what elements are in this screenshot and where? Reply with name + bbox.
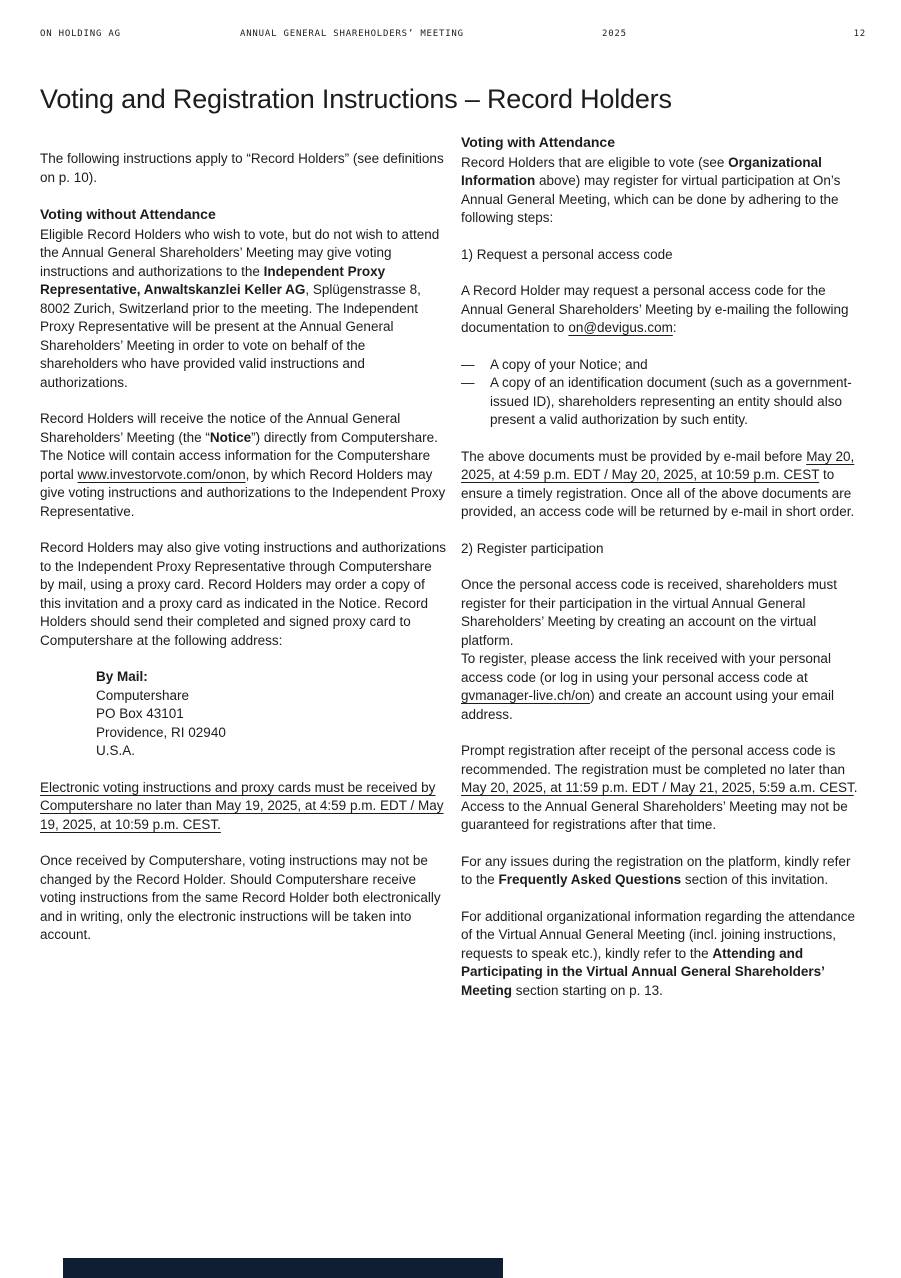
paragraph-prompt-registration bbox=[461, 742, 865, 835]
list-item bbox=[461, 356, 865, 375]
text-run: section of this invitation. bbox=[681, 872, 829, 887]
text-run: A copy of your Notice; and bbox=[490, 356, 648, 372]
text-run: Eligible Record Holders who wish to vote, but do not wish to attend the Annual General Shareholders’ Meeting may give voting instructions and authorizations to the bbox=[40, 226, 440, 279]
text-run: Frequently Asked Questions bbox=[498, 872, 682, 887]
section-heading-voting-without-attendance: Voting without Attendance bbox=[40, 206, 216, 222]
text-run: ) and create an account using your email address. bbox=[461, 688, 834, 722]
text-run: Prompt registration after receipt of the personal access code is recommended. The registration must be completed no later than bbox=[461, 743, 845, 777]
right-column bbox=[461, 133, 865, 1018]
text-run: A copy of an identification document (such as a government-issued ID), shareholders representing an entity should also present a valid authorization by such entity. bbox=[490, 375, 852, 427]
text-run: For any issues during the registration on the platform, kindly refer to the bbox=[461, 853, 851, 887]
section-heading-voting-with-attendance: Voting with Attendance bbox=[461, 134, 615, 150]
address-title: By Mail: bbox=[96, 669, 148, 684]
text-run: The above documents must be provided by e-mail before bbox=[461, 448, 807, 464]
bullet-dash: — bbox=[461, 356, 475, 372]
text-run: , by which Record Holders may give voting instructions and authorizations to the Independent Proxy Representative. bbox=[40, 466, 446, 519]
paragraph-proxy-card bbox=[40, 539, 446, 650]
header-doc-title: ANNUAL GENERAL SHAREHOLDERS’ MEETING bbox=[240, 29, 464, 39]
intro-paragraph bbox=[40, 150, 446, 187]
page-title: Voting and Registration Instructions – Record Holders bbox=[40, 84, 672, 114]
text-run: The following instructions apply to “Record Holders” (see definitions on p. 10). bbox=[40, 151, 444, 185]
paragraph-faq bbox=[461, 853, 865, 890]
text-run: Organizational Information bbox=[461, 154, 822, 188]
footer-accent-bar bbox=[63, 1258, 503, 1278]
address-line: Providence, RI 02940 bbox=[96, 724, 226, 740]
text-run: above) may register for virtual participation at On’s Annual General Meeting, which can be done by adhering to the following steps: bbox=[461, 173, 841, 225]
text-run: Independent Proxy Representative, Anwaltskanzlei Keller AG bbox=[40, 263, 386, 297]
paragraph-access-code-request bbox=[461, 282, 865, 338]
text-run: A Record Holder may request a personal access code for the Annual General Shareholders’ Meeting by e-mailing the following documentation to bbox=[461, 283, 849, 335]
paragraph-registration-intro bbox=[461, 154, 865, 228]
bullet-text bbox=[490, 374, 865, 430]
step-1-label: 1) Request a personal access code bbox=[461, 246, 673, 262]
text-run: Record Holders that are eligible to vote (see bbox=[461, 154, 729, 170]
page-header bbox=[0, 29, 901, 43]
text-run: May 20, 2025, at 4:59 p.m. EDT / May 20, 2025, at 10:59 p.m. CEST bbox=[461, 448, 855, 482]
header-company: ON HOLDING AG bbox=[40, 29, 121, 39]
text-run: Once the personal access code is received, shareholders must register for their participation in the virtual Annual General Shareholders’ Meeting by creating an account on the virtual platform. bbox=[461, 577, 837, 648]
paragraph-notice bbox=[40, 410, 446, 521]
text-run: ”) directly from Computershare. The Notice will contain access information for the Computershare portal bbox=[40, 429, 438, 482]
left-column bbox=[40, 150, 446, 963]
paragraph-additional-info bbox=[461, 908, 865, 1001]
text-run: : bbox=[672, 320, 677, 335]
text-run: to ensure a timely registration. Once all of the above documents are provided, an access code will be returned by e-mail in short order. bbox=[461, 467, 855, 519]
paragraph-independent-proxy bbox=[40, 226, 446, 393]
paragraph-documents-deadline bbox=[461, 448, 865, 522]
inline-link[interactable]: gvmanager-live.ch/on bbox=[461, 688, 591, 703]
header-year: 2025 bbox=[602, 29, 627, 39]
text-run: Record Holders will receive the notice of the Annual General Shareholders’ Meeting (the “ bbox=[40, 411, 401, 445]
bullet-list bbox=[461, 356, 865, 430]
address-line: PO Box 43101 bbox=[96, 706, 184, 721]
header-page-number: 12 bbox=[853, 29, 866, 39]
address-line: U.S.A. bbox=[96, 743, 136, 758]
text-run: . Access to the Annual General Shareholders’ Meeting may not be guaranteed for registrations after that time. bbox=[461, 780, 858, 832]
paragraph-instructions-final bbox=[40, 852, 446, 945]
bullet-dash: — bbox=[461, 375, 475, 390]
inline-link[interactable]: www.investorvote.com/onon bbox=[77, 466, 246, 482]
deadline-paragraph bbox=[40, 779, 446, 835]
text-run: May 20, 2025, at 11:59 p.m. EDT / May 21, 2025, 5:59 a.m. CEST bbox=[461, 780, 854, 795]
list-item bbox=[461, 374, 865, 430]
address-line: Computershare bbox=[96, 687, 190, 703]
bullet-text bbox=[490, 356, 865, 375]
text-run: Record Holders may also give voting instructions and authorizations to the Independent Proxy Representative through Computershare by mail, using a proxy card. Record Holders may order a copy of this invitation and a proxy card as indicated in the Notice. Record Holders should send their completed and signed proxy card to Computershare at the following address: bbox=[40, 540, 446, 648]
step-2-label: 2) Register participation bbox=[461, 540, 604, 556]
mail-address-block bbox=[40, 668, 446, 761]
text-run: For additional organizational information regarding the attendance of the Virtual Annual General Meeting (incl. joining instructions, requests to speak etc.), kindly refer to the bbox=[461, 908, 856, 961]
inline-link[interactable]: on@devigus.com bbox=[568, 320, 673, 335]
text-run: section starting on p. 13. bbox=[512, 982, 663, 998]
text-run: Notice bbox=[209, 429, 252, 445]
text-run: Once received by Computershare, voting instructions may not be changed by the Record Holder. Should Computershare receive voting instructions from the same Record Holder both electronically and in writing, only the electronic instructions will be taken into account. bbox=[40, 853, 441, 942]
text-run: Attending and Participating in the Virtual Annual General Shareholders’ Meeting bbox=[461, 945, 825, 998]
text-run: , Splügenstrasse 8, 8002 Zurich, Switzerland prior to the meeting. The Independent Proxy Representative will be present at the Annual General Shareholders’ Meeting in order to vote on behalf of the shareholders who have provided valid instructions and authorizations. bbox=[40, 282, 421, 390]
text-run: To register, please access the link received with your personal access code (or log in using your personal access code at bbox=[461, 651, 831, 685]
paragraph-register-platform bbox=[461, 576, 865, 724]
text-run: Electronic voting instructions and proxy cards must be received by Computershare no later than May 19, 2025, at 4:59 p.m. EDT / May 19, 2025, at 10:59 p.m. CEST. bbox=[40, 779, 444, 832]
